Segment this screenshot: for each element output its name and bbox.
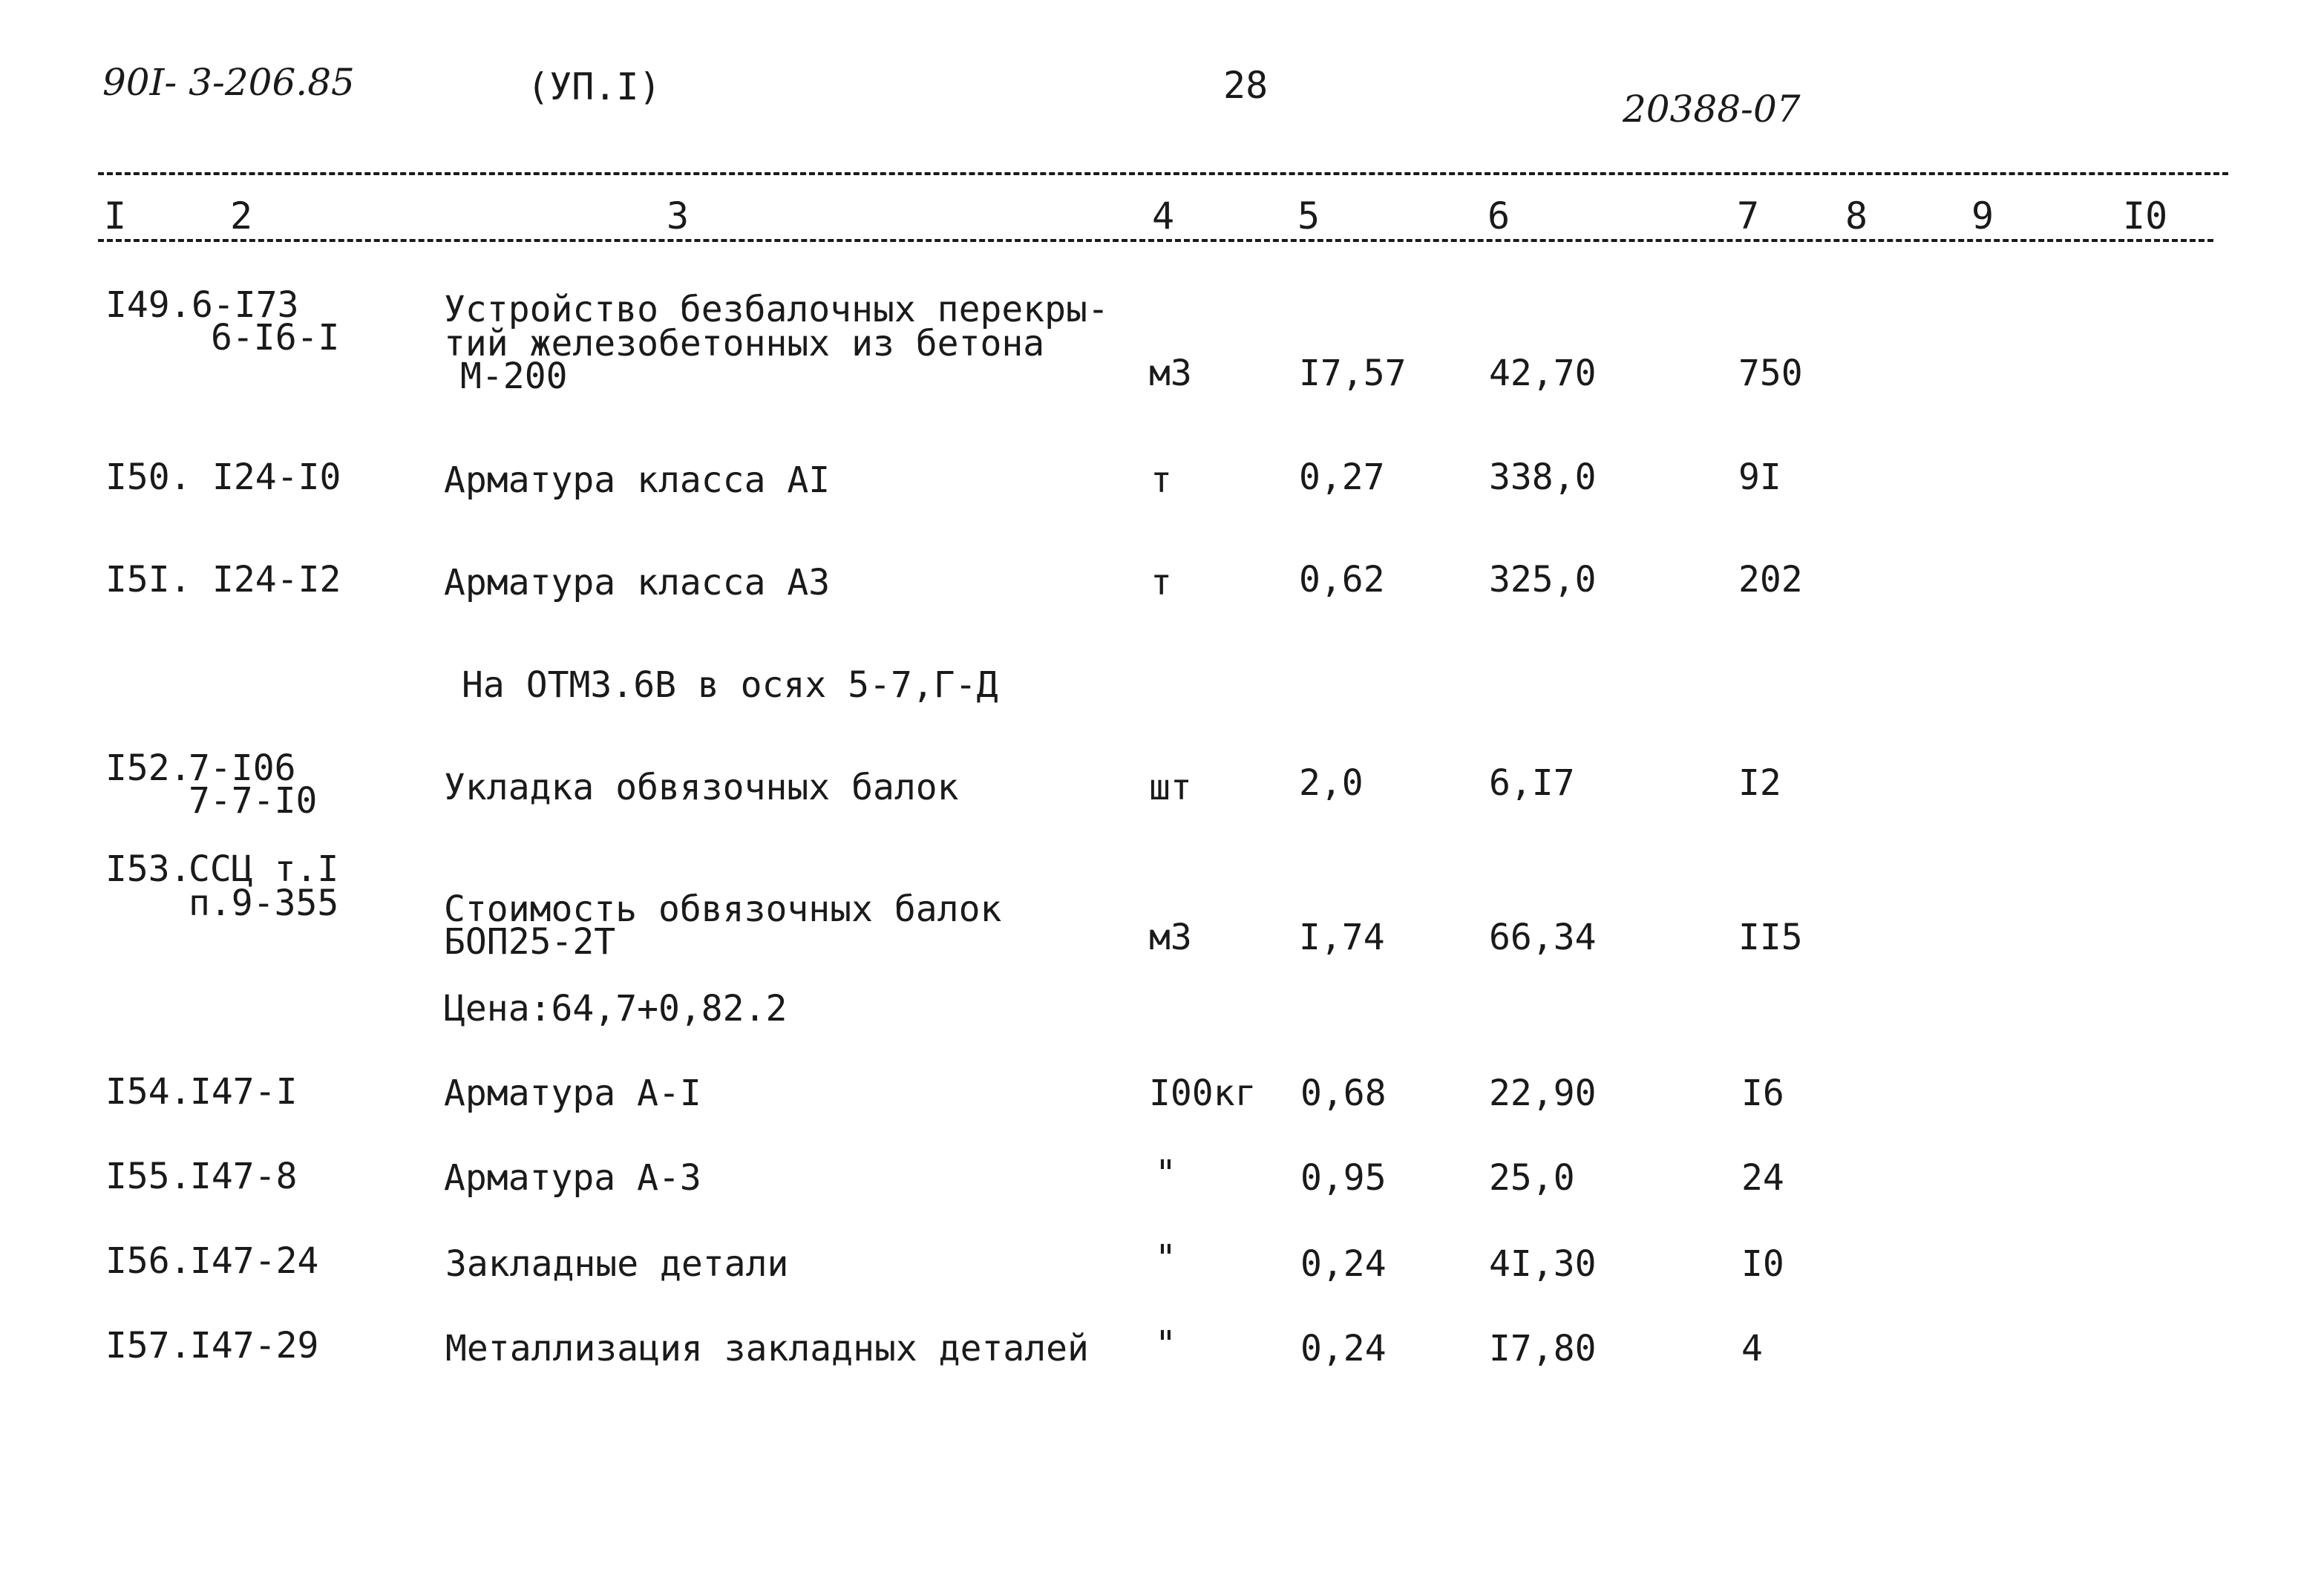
row-unit: " xyxy=(1155,1323,1176,1365)
row-code-line1: ССЦ т.I xyxy=(189,848,339,890)
row-unit: т xyxy=(1150,562,1172,603)
row-unit-price: 25,0 xyxy=(1489,1157,1575,1199)
row-number: I52. xyxy=(105,747,192,789)
col-header-3: 3 xyxy=(667,194,690,238)
row-unit: м3 xyxy=(1149,353,1192,394)
col-header-8: 8 xyxy=(1845,194,1868,238)
row-description-line1: Закладные детали xyxy=(445,1243,789,1285)
row-number: I50. xyxy=(105,456,192,498)
row-description-line1: Арматура А-I xyxy=(444,1073,701,1114)
row-quantity: 2,0 xyxy=(1299,762,1364,804)
row-code-line1: I24-I2 xyxy=(212,559,341,600)
row-total: I6 xyxy=(1741,1073,1784,1114)
row-description-line1: Металлизация закладных деталей xyxy=(445,1328,1089,1369)
row-unit: " xyxy=(1155,1153,1176,1194)
row-total: 24 xyxy=(1741,1157,1784,1199)
row-description-line1: Арматура А-3 xyxy=(444,1157,701,1199)
row-quantity: I,74 xyxy=(1299,917,1385,958)
row-unit-price: 6,I7 xyxy=(1489,762,1575,804)
row-description-line2: тий железобетонных из бетона xyxy=(444,323,1045,364)
col-header-7: 7 xyxy=(1737,194,1760,238)
row-quantity: I7,57 xyxy=(1299,353,1407,394)
col-header-6: 6 xyxy=(1487,194,1510,238)
row-unit: I00кг xyxy=(1149,1073,1257,1114)
row-code-line2: 7-7-I0 xyxy=(189,780,318,822)
row-number: I56. xyxy=(105,1240,192,1282)
row-quantity: 0,24 xyxy=(1300,1243,1387,1285)
row-code-line1: 7-I06 xyxy=(189,747,296,789)
row-number: I54. xyxy=(105,1071,192,1113)
row-total: I0 xyxy=(1741,1243,1784,1285)
row-unit-price: 325,0 xyxy=(1489,559,1597,600)
row-description-line1: Арматура класса AI xyxy=(444,459,831,501)
row-number: I57. xyxy=(105,1325,192,1366)
price-note: Цена:64,7+0,82.2 xyxy=(444,988,788,1029)
row-description-line1: Стоимость обвязочных балок xyxy=(444,888,1002,930)
row-unit: м3 xyxy=(1149,917,1192,958)
row-code-line1: I24-I0 xyxy=(212,456,341,498)
row-quantity: 0,24 xyxy=(1300,1328,1387,1369)
row-unit: т xyxy=(1150,459,1172,501)
document-code: 90I- 3-206.85 xyxy=(102,61,355,104)
row-number: I49. xyxy=(105,284,192,326)
row-quantity: 0,68 xyxy=(1300,1073,1387,1114)
row-unit: " xyxy=(1155,1237,1176,1279)
row-unit-price: 42,70 xyxy=(1489,353,1597,394)
row-number: I55. xyxy=(105,1156,192,1197)
row-code-line1: I47-29 xyxy=(190,1325,319,1366)
row-total: I2 xyxy=(1738,762,1781,804)
row-unit-price: 22,90 xyxy=(1489,1073,1597,1114)
section-title: На ОТМ3.6В в осях 5-7,Г-Д xyxy=(462,664,998,706)
row-quantity: 0,95 xyxy=(1300,1157,1387,1199)
row-number: I5I. xyxy=(105,559,192,600)
row-description-line1: Арматура класса A3 xyxy=(444,562,831,603)
row-unit-price: 4I,30 xyxy=(1489,1243,1597,1285)
row-total: II5 xyxy=(1738,917,1803,958)
row-unit-price: 66,34 xyxy=(1489,917,1597,958)
col-header-4: 4 xyxy=(1152,194,1175,238)
col-header-2: 2 xyxy=(230,194,253,238)
top-dashed-rule xyxy=(98,172,2228,175)
col-header-10: I0 xyxy=(2123,194,2168,238)
row-unit: шт xyxy=(1149,767,1192,808)
row-quantity: 0,27 xyxy=(1299,456,1385,498)
row-description-line2: БОП25-2Т xyxy=(444,921,616,963)
row-description-line3: М-200 xyxy=(460,356,568,397)
page-number: 28 xyxy=(1223,64,1269,107)
row-total: 9I xyxy=(1738,456,1781,498)
row-unit-price: I7,80 xyxy=(1489,1328,1597,1369)
row-description-line1: Устройство безбалочных перекры- xyxy=(444,289,1109,330)
album-label: (УП.I) xyxy=(527,65,661,108)
col-header-9: 9 xyxy=(1971,194,1994,238)
row-total: 202 xyxy=(1738,559,1803,600)
row-code-line2: п.9-355 xyxy=(189,883,339,924)
row-code-line1: I47-8 xyxy=(190,1156,298,1197)
inventory-number: 20388-07 xyxy=(1623,88,1801,131)
row-quantity: 0,62 xyxy=(1299,559,1385,600)
col-header-5: 5 xyxy=(1297,194,1320,238)
row-code-line1: I47-24 xyxy=(190,1240,319,1282)
row-description-line1: Укладка обвязочных балок xyxy=(444,767,959,808)
row-code-line2: 6-I6-I xyxy=(211,317,340,359)
col-header-1: I xyxy=(104,194,127,238)
row-code-line1: 6-I73 xyxy=(192,284,299,326)
row-total: 4 xyxy=(1741,1328,1763,1369)
row-code-line1: I47-I xyxy=(190,1071,298,1113)
row-total: 750 xyxy=(1738,353,1803,394)
header-dashed-rule xyxy=(98,239,2213,242)
row-number: I53. xyxy=(105,848,192,890)
row-unit-price: 338,0 xyxy=(1489,456,1597,498)
